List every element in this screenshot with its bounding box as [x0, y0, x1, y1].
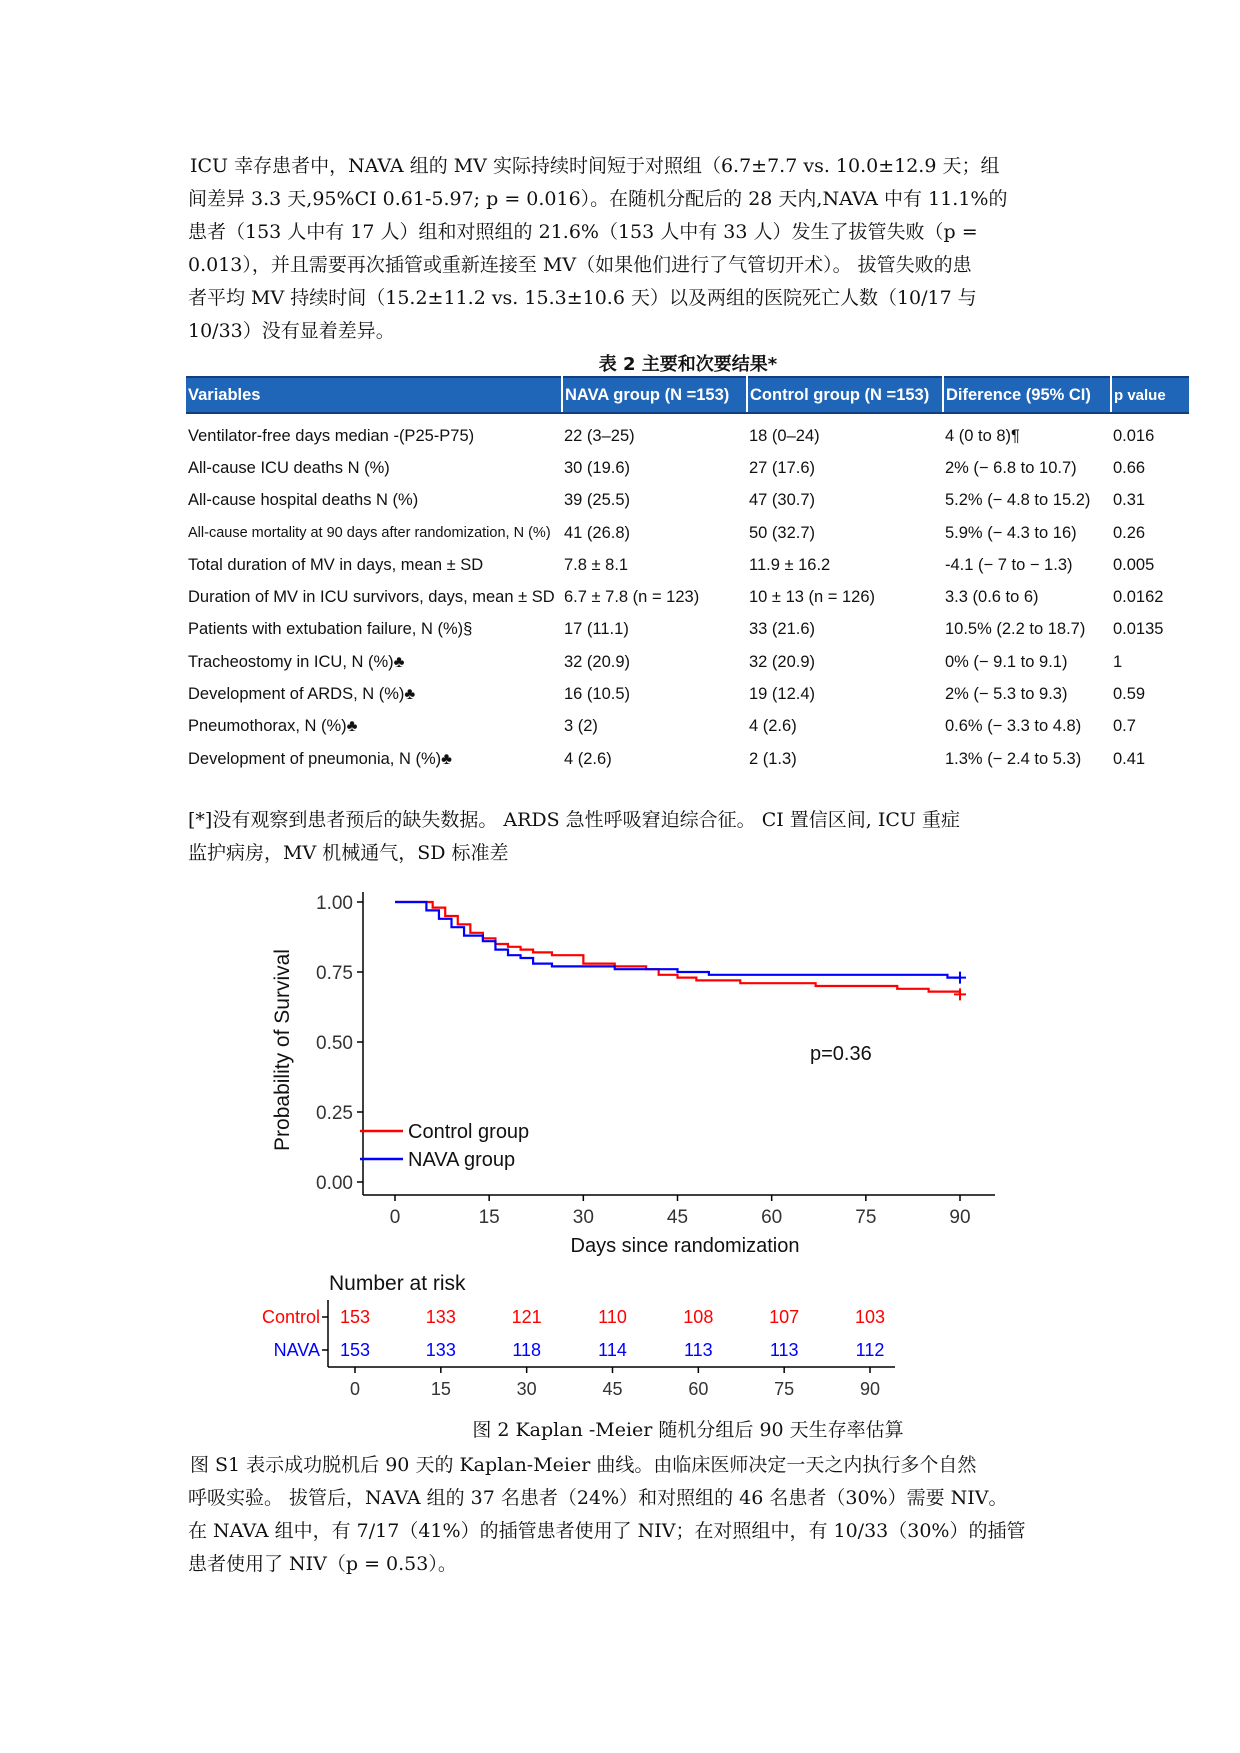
cell-difference: 4 (0 to 8)¶ [945, 426, 1020, 445]
cell-nava: 7.8 ± 8.1 [564, 555, 629, 574]
cell-p-value: 0.41 [1113, 749, 1146, 768]
x-tick-label: 90 [949, 1207, 971, 1228]
table-row [186, 646, 1189, 678]
cell-variable: All-cause ICU deaths N (%) [188, 458, 390, 477]
paragraph-line: 10/33）没有显着差异。 [188, 320, 395, 342]
cell-control: 47 (30.7) [749, 491, 816, 510]
cell-p-value: 0.66 [1113, 458, 1146, 477]
risk-count: 118 [512, 1340, 542, 1360]
survival-plot [271, 892, 995, 1257]
header-control: Control group (N =153) [747, 377, 943, 413]
cell-control: 18 (0–24) [749, 426, 820, 445]
cell-nava: 22 (3–25) [564, 426, 635, 445]
paragraph-line: 间差异 3.3 天,95%CI 0.61-5.97; p = 0.016）。在随机分配后的 28 天内,NAVA 中有 11.1%的 [188, 188, 1008, 210]
risk-count: 133 [425, 1307, 456, 1327]
x-tick-label: 75 [855, 1207, 877, 1228]
footnote-line: [*]没有观察到患者预后的缺失数据。 ARDS 急性呼吸窘迫综合征。 CI 置信区间, ICU 重症 [188, 809, 960, 831]
table-row [186, 614, 1189, 646]
cell-variable: Pneumothorax, N (%)♣ [188, 717, 358, 736]
risk-row-label: NAVA [273, 1340, 320, 1360]
p-value-annotation: p=0.36 [810, 1043, 872, 1065]
table-row [186, 711, 1189, 743]
y-tick-label: 1.00 [316, 893, 353, 914]
table-header-row [186, 377, 1189, 413]
cell-nava: 30 (19.6) [564, 458, 631, 477]
cell-variable: Duration of MV in ICU survivors, days, mean ± SD [188, 588, 555, 607]
results-table [186, 376, 1189, 775]
risk-count: 112 [855, 1340, 885, 1360]
cell-p-value: 0.0135 [1113, 620, 1164, 639]
paragraph-line: 患者使用了 NIV（p = 0.53）。 [188, 1553, 457, 1575]
cell-difference: 10.5% (2.2 to 18.7) [945, 620, 1086, 639]
footnote-line: 监护病房，MV 机械通气，SD 标准差 [188, 842, 509, 864]
risk-count: 103 [854, 1307, 886, 1327]
paragraph-line: 呼吸实验。 拔管后，NAVA 组的 37 名患者（24%）和对照组的 46 名患者（30%）需要 NIV。 [188, 1487, 1008, 1509]
table-body [186, 413, 1189, 775]
table-row [186, 743, 1189, 775]
cell-variable: Development of pneumonia, N (%)♣ [188, 749, 452, 768]
y-tick-label: 0.75 [316, 963, 353, 984]
cell-nava: 6.7 ± 7.8 (n = 123) [564, 588, 700, 607]
risk-count: 133 [425, 1340, 456, 1360]
control-group-curve [395, 902, 960, 994]
risk-count: 121 [511, 1307, 542, 1327]
header-difference: Diference (95% CI) [943, 377, 1111, 413]
cell-p-value: 0.31 [1113, 491, 1146, 510]
cell-difference: 5.9% (− 4.3 to 16) [945, 523, 1077, 542]
table-row [186, 485, 1189, 517]
y-axis-label: Probability of Survival [271, 949, 294, 1151]
cell-p-value: 0.59 [1113, 685, 1146, 704]
cell-nava: 4 (2.6) [564, 749, 612, 768]
cell-nava: 32 (20.9) [564, 652, 631, 671]
cell-control: 11.9 ± 16.2 [749, 555, 831, 574]
cell-variable: Ventilator-free days median -(P25-P75) [188, 426, 475, 445]
cell-difference: 3.3 (0.6 to 6) [945, 588, 1039, 607]
y-tick-label: 0.50 [316, 1033, 353, 1054]
cell-nava: 3 (2) [564, 717, 598, 736]
cell-variable: All-cause hospital deaths N (%) [188, 491, 419, 510]
cell-control: 50 (32.7) [749, 523, 816, 542]
y-tick-label: 0.00 [316, 1173, 353, 1194]
cell-nava: 41 (26.8) [564, 523, 631, 542]
cell-variable: Patients with extubation failure, N (%)§ [188, 620, 473, 639]
number-at-risk-table [262, 1272, 895, 1399]
risk-count: 107 [769, 1307, 800, 1327]
table-row [186, 549, 1189, 581]
table-row [186, 517, 1189, 549]
cell-control: 19 (12.4) [749, 685, 816, 704]
cell-variable: Total duration of MV in days, mean ± SD [188, 555, 484, 574]
risk-x-tick-label: 15 [430, 1379, 451, 1399]
cell-control: 33 (21.6) [749, 620, 816, 639]
cell-difference: 0% (− 9.1 to 9.1) [945, 652, 1068, 671]
cell-difference: -4.1 (− 7 to − 1.3) [945, 555, 1073, 574]
header-variables: Variables [186, 377, 562, 413]
cell-p-value: 1 [1113, 652, 1123, 671]
risk-count: 114 [598, 1340, 627, 1360]
cell-p-value: 0.016 [1113, 426, 1155, 445]
cell-difference: 1.3% (− 2.4 to 5.3) [945, 749, 1082, 768]
cell-p-value: 0.26 [1113, 523, 1146, 542]
paragraph-line: 图 S1 表示成功脱机后 90 天的 Kaplan-Meier 曲线。由临床医师决定一天之内执行多个自然 [190, 1454, 977, 1476]
table-footnote [188, 804, 1056, 870]
risk-count: 110 [598, 1307, 627, 1327]
cell-control: 4 (2.6) [749, 717, 797, 736]
cell-control: 27 (17.6) [749, 458, 816, 477]
cell-nava: 39 (25.5) [564, 491, 631, 510]
cell-control: 2 (1.3) [749, 749, 797, 768]
risk-x-tick-label: 60 [688, 1379, 709, 1399]
risk-count: 153 [339, 1340, 371, 1360]
paragraph-line: 在 NAVA 组中，有 7/17（41%）的插管患者使用了 NIV；在对照组中，有 10/33（30%）的插管 [188, 1520, 1026, 1542]
risk-x-tick-label: 75 [774, 1379, 795, 1399]
risk-x-tick-label: 0 [349, 1379, 361, 1399]
paragraph-1 [188, 150, 1056, 348]
table-row [186, 452, 1189, 484]
x-tick-label: 0 [389, 1207, 401, 1228]
cell-p-value: 0.7 [1113, 717, 1136, 736]
risk-table-title: Number at risk [329, 1272, 466, 1295]
y-tick-label: 0.25 [316, 1103, 353, 1124]
cell-variable: All-cause mortality at 90 days after randomization, N (%) [188, 525, 551, 542]
x-tick-label: 45 [666, 1207, 689, 1228]
censor-mark [954, 972, 966, 984]
censor-mark [954, 988, 966, 1000]
cell-variable: Tracheostomy in ICU, N (%)♣ [188, 652, 405, 671]
paragraph-line: 患者（153 人中有 17 人）组和对照组的 21.6%（153 人中有 33 人）发生了拔管失败（p = [188, 221, 978, 243]
nava-group-curve [395, 902, 960, 978]
cell-nava: 17 (11.1) [564, 620, 629, 639]
risk-row-label: Control [261, 1307, 320, 1327]
paragraph-2 [188, 1449, 1056, 1581]
x-axis-label: Days since randomization [570, 1235, 800, 1257]
table-row [186, 581, 1189, 613]
paragraph-line: ICU 幸存患者中，NAVA 组的 MV 实际持续时间短于对照组（6.7±7.7 vs. 10.0±12.9 天；组 [190, 155, 1000, 177]
table-caption: 表 2 主要和次要结果* [598, 354, 778, 375]
x-tick-label: 15 [478, 1207, 500, 1228]
risk-x-tick-label: 30 [516, 1379, 537, 1399]
kaplan-meier-figure [255, 880, 1015, 1410]
x-tick-label: 60 [761, 1207, 783, 1228]
legend-label: NAVA group [408, 1149, 516, 1171]
header-p-value: p value [1111, 377, 1189, 413]
cell-p-value: 0.0162 [1113, 588, 1164, 607]
cell-difference: 0.6% (− 3.3 to 4.8) [945, 717, 1082, 736]
cell-difference: 5.2% (− 4.8 to 15.2) [945, 491, 1091, 510]
cell-nava: 16 (10.5) [564, 685, 631, 704]
x-tick-label: 30 [572, 1207, 594, 1228]
risk-x-tick-label: 90 [859, 1379, 881, 1399]
header-nava: NAVA group (N =153) [562, 377, 747, 413]
cell-difference: 2% (− 5.3 to 9.3) [945, 685, 1068, 704]
cell-difference: 2% (− 6.8 to 10.7) [945, 458, 1077, 477]
legend-label: Control group [408, 1121, 530, 1143]
risk-count: 153 [339, 1307, 371, 1327]
paragraph-line: 者平均 MV 持续时间（15.2±11.2 vs. 15.3±10.6 天）以及两组的医院死亡人数（10/17 与 [188, 287, 977, 309]
cell-control: 32 (20.9) [749, 652, 816, 671]
risk-x-tick-label: 45 [602, 1379, 623, 1399]
figure-caption: 图 2 Kaplan -Meier 随机分组后 90 天生存率估算 [472, 1419, 904, 1441]
table-row [186, 413, 1189, 452]
risk-count: 108 [683, 1307, 714, 1327]
risk-count: 113 [683, 1340, 713, 1360]
table-row [186, 678, 1189, 710]
paragraph-line: 0.013），并且需要再次插管或重新连接至 MV（如果他们进行了气管切开术）。 拔管失败的患 [188, 254, 972, 276]
cell-p-value: 0.005 [1113, 555, 1155, 574]
cell-variable: Development of ARDS, N (%)♣ [188, 685, 416, 704]
cell-control: 10 ± 13 (n = 126) [749, 588, 876, 607]
risk-count: 113 [769, 1340, 799, 1360]
